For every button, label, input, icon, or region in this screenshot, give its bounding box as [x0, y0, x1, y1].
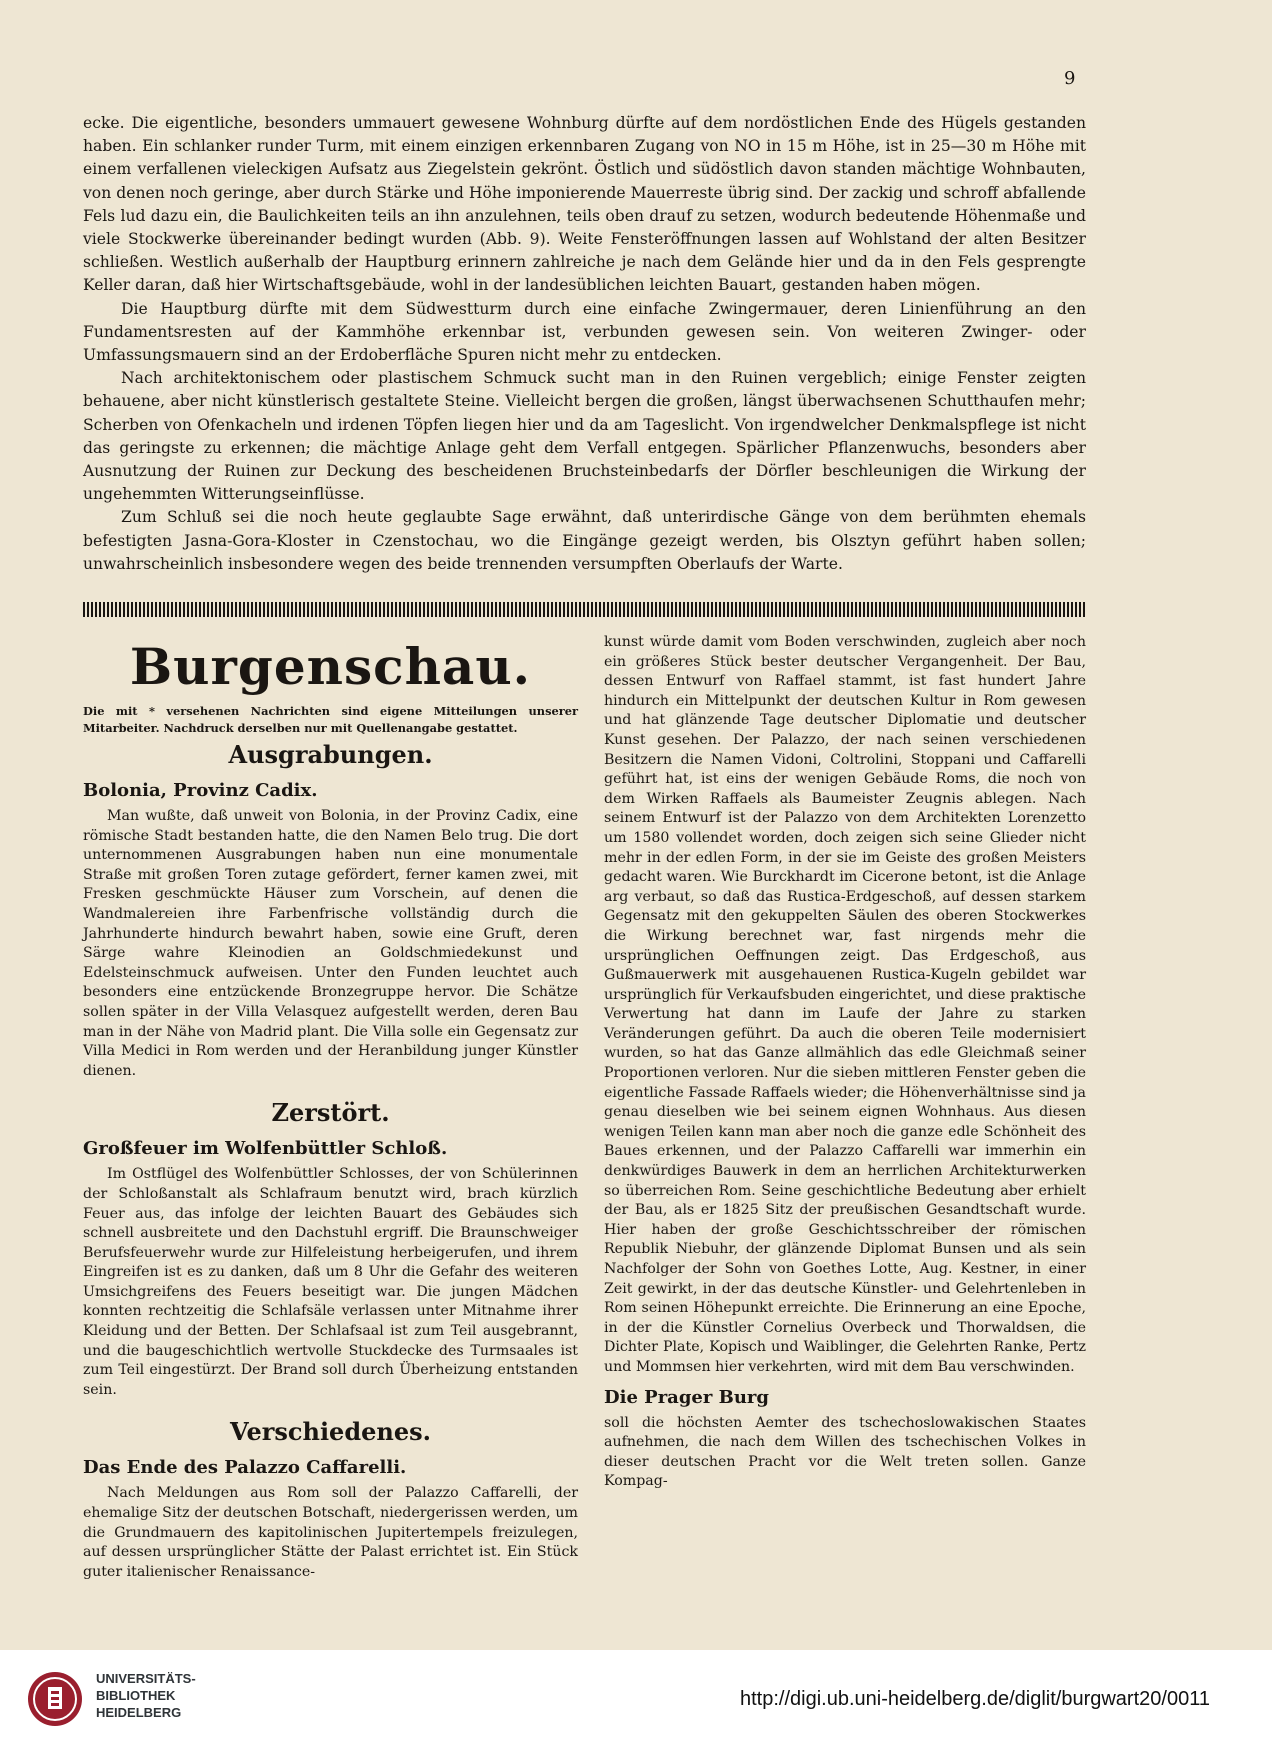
left-column	[83, 633, 578, 1582]
section-heading-miscellaneous: Verschiedenes.	[230, 1417, 431, 1447]
article-text-wolfenbuettel: Im Ostflügel des Wolfenbüttler Schlosses, der von Schülerinnen der Schloßanstalt als Schlafraum benutzt wird, brach kürzlich Feuer aus, das infolge der leichten Bauart des Gebäudes sich schnell ausbreitete und den Dachstuhl ergriff. Die Braunschweiger Berufsfeuerwehr wurde zur Hilfeleistung herbeigerufen, und ihrem Eingreifen ist es zu danken, daß um 8 Uhr die Gefahr des weiteren Umsichgreifens des Feuers beseitigt war. Die jungen Mädchen konnten rechtzeitig die Schlafsäle verlassen unter Mitnahme ihrer Kleidung und der Betten. Der Schlafsaal ist zum Teil ausgebrannt, und die baugeschichtlich wertvolle Stuckdecke des Turmsaales ist zum Teil eingestürzt. Der Brand soll durch Überheizung entstanden sein.	[83, 1166, 578, 1398]
intro-paragraph: Zum Schluß sei die noch heute geglaubte Sage erwähnt, daß unterirdische Gänge von dem berühmten ehemals befestigten Jasna-Gora-Kloster in Czenstochau, wo die Eingänge gezeigt werden, bis Olsztyn geführt haben sollen; unwahrscheinlich insbesondere wegen des beide trennenden versumpften Oberlaufs der Warte.	[83, 508, 1086, 573]
library-name-line: UNIVERSITÄTS-	[96, 1671, 196, 1686]
intro-paragraph: ecke. Die eigentliche, besonders ummauert gewesene Wohnburg dürfte auf dem nordöstlichen Ende des Hügels gestanden haben. Ein schlanker runder Turm, mit einem einzigen erkennbaren Zugang von NO in 15 m Höhe, ist in 25—30 m Höhe mit einem verfallenen vieleckigen Aufsatz aus Ziegelstein gekrönt. Östlich und südöstlich davon standen mächtige Wohnbauten, von denen noch geringe, aber durch Stärke und Höhe imponierende Mauerreste übrig sind. Der zackig und schroff abfallende Fels lud dazu ein, die Baulichkeiten teils an ihn anzulehnen, teils oben drauf zu setzen, wodurch bedeutende Höhenmaße und viele Stockwerke übereinander bedingt wurden (Abb. 9). Weite Fensteröffnungen lassen auf Wohlstand der alten Besitzer schließen. Westlich außerhalb der Hauptburg erinnern zahlreiche je nach dem Gelände hier und da in den Fels gesprengte Keller daran, daß hier Wirtschaftsgebäude, wohl in der landesüblichen leichten Bauart, gestanden haben mögen.	[83, 114, 1086, 295]
library-name-line: HEIDELBERG	[96, 1705, 182, 1720]
article-heading-prague-castle: Die Prager Burg	[604, 1386, 770, 1408]
section-masthead: Burgenschau.	[129, 637, 532, 696]
source-url-link[interactable]: http://digi.ub.uni-heidelberg.de/diglit/burgwart20/0011	[740, 1688, 1210, 1710]
library-name-line: BIBLIOTHEK	[96, 1688, 176, 1703]
university-seal-icon	[26, 1670, 84, 1728]
intro-paragraph: Die Hauptburg dürfte mit dem Südwestturm durch eine einfache Zwingermauer, deren Linienführung an den Fundamentsresten auf der Kammhöhe erkennbar ist, verbunden gewesen sein. Von weiteren Zwinger- oder Umfassungsmauern sind an der Erdoberfläche Spuren nicht mehr zu entdecken.	[83, 299, 1086, 365]
editorial-note: Die mit * versehenen Nachrichten sind eigene Mitteilungen unserer Mitarbeiter. Nachdruck derselben nur mit Quellenangabe gestattet.	[83, 704, 578, 735]
article-heading-wolfenbuettel: Großfeuer im Wolfenbüttler Schloß.	[83, 1138, 448, 1160]
article-heading-bolonia: Bolonia, Provinz Cadix.	[83, 780, 318, 801]
article-text-prague-castle: soll die höchsten Aemter des tschechoslowakischen Staates aufnehmen, die nach dem Willen des tschechischen Volkes in dieser deutschen Pracht vor die Welt treten sollen. Ganze Kompag-	[604, 1414, 1086, 1490]
right-column	[604, 633, 1086, 1492]
article-text-caffarelli-continued: kunst würde damit vom Boden verschwinden, zugleich aber noch ein größeres Stück bester deutscher Vergangenheit. Der Bau, dessen Entwurf von Raffael stammt, ist fast hundert Jahre hindurch ein Mittelpunkt der deutschen Kultur in Rom gewesen und hat glänzende Tage deutscher Diplomatie und deutscher Kunst gesehen. Der Palazzo, der nach seinen verschiedenen Besitzern die Namen Vidoni, Coltrolini, Stoppani und Caffarelli geführt hat, ist eins der wenigen Gebäude Roms, die noch von dem Wirken Raffaels als Baumeister Zeugnis ablegen. Nach seinem Entwurf ist der Palazzo von dem Architekten Lorenzetto um 1580 vollendet worden, doch zeigen sich seine Glieder nicht mehr in der edlen Form, in der sie im Geiste des großen Meisters gedacht waren. Wie Burckhardt im Cicerone betont, ist die Anlage arg verbaut, so daß das Rustica-Erdgeschoß, auf dessen starkem Gegensatz mit den gekuppelten Säulen des oberen Stockwerkes die Wirkung berechnet war, fast nirgends mehr die ursprünglichen Oeffnungen zeigt. Das Erdgeschoß, aus Gußmauerwerk mit ausgehauenen Rustica-Kugeln gebildet war ursprünglich für Verkaufsbuden eingerichtet, und diese praktische Verwertung hat dann im Laufe der Jahre zu starken Veränderungen geführt. Da auch die oberen Teile modernisiert wurden, so hat das Ganze allmählich das edle Gleichmaß seiner Proportionen verloren. Nur die sieben mittleren Fenster geben die eigentliche Fassade Raffaels wieder; die Höhenverhältnisse sind ja genau dieselben wie bei seinem eignen Wohnhaus. Aus diesen wenigen Teilen kann man aber noch die ganze edle Schönheit des Baues erkennen, und der Palazzo Caffarelli war immerhin ein denkwürdiges Bauwerk in dem an herrlichen Architekturwerken so überreichen Rom. Seine geschichtliche Bedeutung aber erhielt der Bau, als er 1825 Sitz der preußischen Gesandtschaft wurde. Hier haben der große Geschichtsschreiber der römischen Republik Niebuhr, der glänzende Diplomat Bunsen und als sein Nachfolger der Sohn von Goethes Lotte, Aug. Kestner, in einer Zeit gewirkt, in der das deutsche Künstler- und Gelehrtenleben in Rom seinen Höhepunkt erreichte. Die Erinnerung an eine Epoche, in der die Künstler Cornelius Overbeck und Thorwaldsen, die Dichter Plate, Kopisch und Waiblinger, die Gelehrten Ranke, Pertz und Mommsen hier verkehrten, wird mit dem Bau verschwinden.	[604, 634, 1086, 1375]
page-number: 9	[1064, 68, 1076, 89]
section-heading-excavations: Ausgrabungen.	[228, 740, 433, 769]
intro-paragraph: Nach architektonischem oder plastischem Schmuck sucht man in den Ruinen vergeblich; einige Fenster zeigten behauene, aber nicht künstlerisch gestaltete Steine. Vielleicht bergen die großen, längst überwachsenen Schutthaufen mehr; Scherben von Ofenkacheln und irdenen Töpfen liegen hier und da am Tageslicht. Von irgendwelcher Denkmalspflege ist nicht das geringste zu erkennen; die mächtige Anlage geht dem Verfall entgegen. Spärlicher Pflanzenwuchs, besonders aber Ausnutzung der Ruinen zur Deckung des bescheidenen Bruchsteinbedarfs der Dörfler beschleunigen die Wirkung der ungehemmten Witterungseinflüsse.	[83, 369, 1086, 504]
article-heading-caffarelli: Das Ende des Palazzo Caffarelli.	[83, 1457, 407, 1479]
viewer-footer	[0, 1650, 1272, 1764]
intro-text-block	[83, 112, 1086, 576]
ornamental-divider	[83, 602, 1086, 617]
library-name	[96, 1670, 196, 1721]
article-text-bolonia: Man wußte, daß unweit von Bolonia, in der Provinz Cadix, eine römische Stadt bestanden hatte, die den Namen Belo trug. Die dort unternommenen Ausgrabungen haben nun eine monumentale Straße mit großen Toren zutage gefördert, ferner kamen zwei, mit Fresken geschmückte Häuser zum Vorschein, auf denen die Wandmalereien ihre Farbenfrische vollständig durch die Jahrhunderte hindurch bewahrt haben, sowie eine Gruft, deren Särge wahre Kleinodien an Goldschmiedekunst und Edelsteinschmuck aufweisen. Unter den Funden leuchtet auch besonders eine entzückende Bronzegruppe hervor. Die Schätze sollen später in der Villa Velasquez aufgestellt werden, deren Bau man in der Nähe von Madrid plant. Die Villa solle ein Gegensatz zur Villa Medici in Rom werden und der Heranbildung junger Künstler dienen.	[83, 808, 578, 1079]
article-text-caffarelli: Nach Meldungen aus Rom soll der Palazzo Caffarelli, der ehemalige Sitz der deutschen Botschaft, niedergerissen werden, um die Grundmauern des kapitolinischen Jupitertempels freizulegen, auf dessen ursprünglicher Stätte der Palast errichtet ist. Ein Stück guter italienischer Renaissance-	[83, 1485, 578, 1580]
section-heading-destroyed: Zerstört.	[271, 1098, 390, 1128]
